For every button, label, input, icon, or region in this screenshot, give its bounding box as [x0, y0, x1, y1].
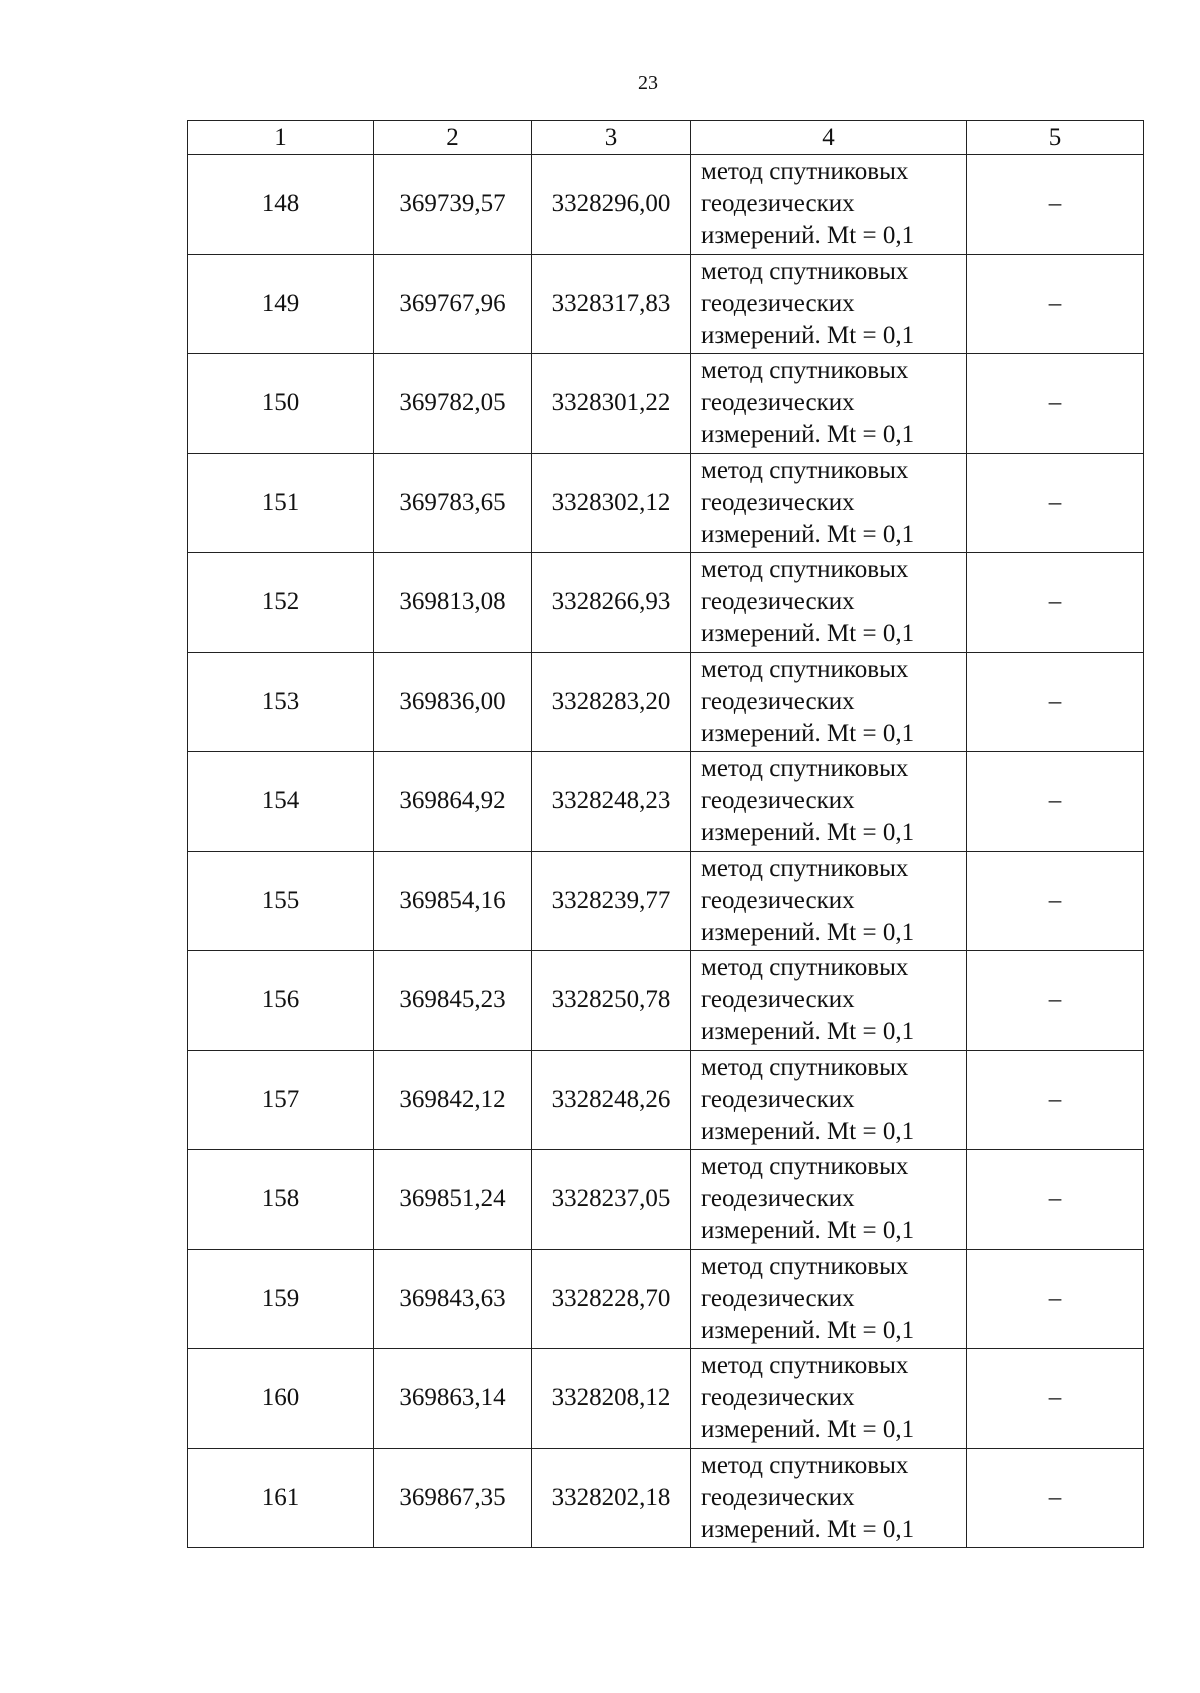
x-coordinate-cell: 369864,92: [374, 752, 532, 852]
table-row: [188, 851, 1144, 951]
method-line: метод спутниковых: [701, 357, 909, 385]
y-coordinate-cell: 3328250,78: [532, 951, 691, 1051]
method-line: геодезических: [701, 488, 855, 516]
method-line: метод спутниковых: [701, 1451, 909, 1479]
method-line: измерений. Mt = 0,1: [701, 222, 915, 250]
x-coordinate-cell: 369845,23: [374, 951, 532, 1051]
method-line: метод спутниковых: [701, 1153, 909, 1181]
x-coordinate-cell: 369867,35: [374, 1448, 532, 1548]
x-coordinate-cell: 369836,00: [374, 652, 532, 752]
method-line: измерений. Mt = 0,1: [701, 719, 915, 747]
method-line: геодезических: [701, 389, 855, 417]
method-line: измерений. Mt = 0,1: [701, 1018, 915, 1046]
table-row: [188, 354, 1144, 454]
x-coordinate-cell: 369854,16: [374, 851, 532, 951]
note-cell: –: [967, 453, 1144, 553]
method-line: измерений. Mt = 0,1: [701, 1515, 915, 1543]
method-line: метод спутниковых: [701, 1352, 909, 1380]
x-coordinate-cell: 369851,24: [374, 1150, 532, 1250]
method-line: геодезических: [701, 787, 855, 815]
point-number-cell: 160: [188, 1349, 374, 1449]
table-row: [188, 1050, 1144, 1150]
method-line: геодезических: [701, 687, 855, 715]
note-cell: –: [967, 851, 1144, 951]
table-row: [188, 951, 1144, 1051]
header-row: [188, 121, 1144, 155]
method-line: геодезических: [701, 289, 855, 317]
method-cell: [691, 1448, 967, 1548]
method-line: метод спутниковых: [701, 655, 909, 683]
point-number-cell: 151: [188, 453, 374, 553]
table-row: [188, 155, 1144, 255]
method-line: метод спутниковых: [701, 854, 909, 882]
x-coordinate-cell: 369843,63: [374, 1249, 532, 1349]
method-line: геодезических: [701, 588, 855, 616]
method-line: измерений. Mt = 0,1: [701, 520, 915, 548]
table-row: [188, 553, 1144, 653]
note-cell: –: [967, 1050, 1144, 1150]
y-coordinate-cell: 3328248,26: [532, 1050, 691, 1150]
method-line: измерений. Mt = 0,1: [701, 1416, 915, 1444]
method-line: измерений. Mt = 0,1: [701, 620, 915, 648]
note-cell: –: [967, 652, 1144, 752]
x-coordinate-cell: 369813,08: [374, 553, 532, 653]
method-cell: [691, 453, 967, 553]
method-cell: [691, 652, 967, 752]
method-line: геодезических: [701, 1384, 855, 1412]
table-row: [188, 1150, 1144, 1250]
method-cell: [691, 553, 967, 653]
note-cell: –: [967, 1448, 1144, 1548]
method-line: метод спутниковых: [701, 556, 909, 584]
x-coordinate-cell: 369783,65: [374, 453, 532, 553]
method-cell: [691, 752, 967, 852]
method-line: измерений. Mt = 0,1: [701, 918, 915, 946]
point-number-cell: 161: [188, 1448, 374, 1548]
y-coordinate-cell: 3328266,93: [532, 553, 691, 653]
table-row: [188, 453, 1144, 553]
y-coordinate-cell: 3328202,18: [532, 1448, 691, 1548]
y-coordinate-cell: 3328317,83: [532, 254, 691, 354]
point-number-cell: 152: [188, 553, 374, 653]
method-line: измерений. Mt = 0,1: [701, 321, 915, 349]
method-line: измерений. Mt = 0,1: [701, 421, 915, 449]
header-cell-2: 2: [374, 121, 532, 155]
x-coordinate-cell: 369739,57: [374, 155, 532, 255]
table-row: [188, 254, 1144, 354]
method-line: метод спутниковых: [701, 1252, 909, 1280]
coordinates-table: [187, 120, 1144, 1548]
method-line: измерений. Mt = 0,1: [701, 819, 915, 847]
method-line: метод спутниковых: [701, 755, 909, 783]
header-cell-3: 3: [532, 121, 691, 155]
page-number: 23: [638, 72, 658, 94]
point-number-cell: 159: [188, 1249, 374, 1349]
method-cell: [691, 1349, 967, 1449]
method-cell: [691, 1050, 967, 1150]
note-cell: –: [967, 254, 1144, 354]
method-cell: [691, 155, 967, 255]
method-line: геодезических: [701, 886, 855, 914]
method-line: геодезических: [701, 986, 855, 1014]
point-number-cell: 150: [188, 354, 374, 454]
note-cell: –: [967, 1249, 1144, 1349]
table-body: [188, 155, 1144, 1548]
note-cell: –: [967, 1349, 1144, 1449]
method-cell: [691, 851, 967, 951]
y-coordinate-cell: 3328296,00: [532, 155, 691, 255]
point-number-cell: 149: [188, 254, 374, 354]
point-number-cell: 158: [188, 1150, 374, 1250]
table-row: [188, 752, 1144, 852]
note-cell: –: [967, 553, 1144, 653]
method-line: геодезических: [701, 1185, 855, 1213]
y-coordinate-cell: 3328283,20: [532, 652, 691, 752]
x-coordinate-cell: 369782,05: [374, 354, 532, 454]
method-line: геодезических: [701, 1085, 855, 1113]
header-cell-4: 4: [691, 121, 967, 155]
table-row: [188, 1349, 1144, 1449]
point-number-cell: 148: [188, 155, 374, 255]
method-line: метод спутниковых: [701, 1053, 909, 1081]
method-line: метод спутниковых: [701, 158, 909, 186]
method-cell: [691, 1249, 967, 1349]
method-cell: [691, 951, 967, 1051]
y-coordinate-cell: 3328208,12: [532, 1349, 691, 1449]
x-coordinate-cell: 369767,96: [374, 254, 532, 354]
header-cell-5: 5: [967, 121, 1144, 155]
table-row: [188, 1249, 1144, 1349]
point-number-cell: 156: [188, 951, 374, 1051]
method-line: геодезических: [701, 1284, 855, 1312]
y-coordinate-cell: 3328248,23: [532, 752, 691, 852]
note-cell: –: [967, 1150, 1144, 1250]
y-coordinate-cell: 3328302,12: [532, 453, 691, 553]
method-line: измерений. Mt = 0,1: [701, 1217, 915, 1245]
note-cell: –: [967, 155, 1144, 255]
header-cell-1: 1: [188, 121, 374, 155]
method-line: метод спутниковых: [701, 456, 909, 484]
x-coordinate-cell: 369842,12: [374, 1050, 532, 1150]
point-number-cell: 155: [188, 851, 374, 951]
note-cell: –: [967, 752, 1144, 852]
table-row: [188, 652, 1144, 752]
point-number-cell: 153: [188, 652, 374, 752]
method-cell: [691, 254, 967, 354]
y-coordinate-cell: 3328228,70: [532, 1249, 691, 1349]
y-coordinate-cell: 3328239,77: [532, 851, 691, 951]
note-cell: –: [967, 951, 1144, 1051]
point-number-cell: 157: [188, 1050, 374, 1150]
method-line: метод спутниковых: [701, 954, 909, 982]
method-line: метод спутниковых: [701, 257, 909, 285]
y-coordinate-cell: 3328237,05: [532, 1150, 691, 1250]
method-line: геодезических: [701, 1483, 855, 1511]
table-row: [188, 1448, 1144, 1548]
method-line: геодезических: [701, 190, 855, 218]
y-coordinate-cell: 3328301,22: [532, 354, 691, 454]
method-cell: [691, 1150, 967, 1250]
method-cell: [691, 354, 967, 454]
method-line: измерений. Mt = 0,1: [701, 1117, 915, 1145]
point-number-cell: 154: [188, 752, 374, 852]
note-cell: –: [967, 354, 1144, 454]
table-header: [188, 121, 1144, 155]
x-coordinate-cell: 369863,14: [374, 1349, 532, 1449]
method-line: измерений. Mt = 0,1: [701, 1316, 915, 1344]
